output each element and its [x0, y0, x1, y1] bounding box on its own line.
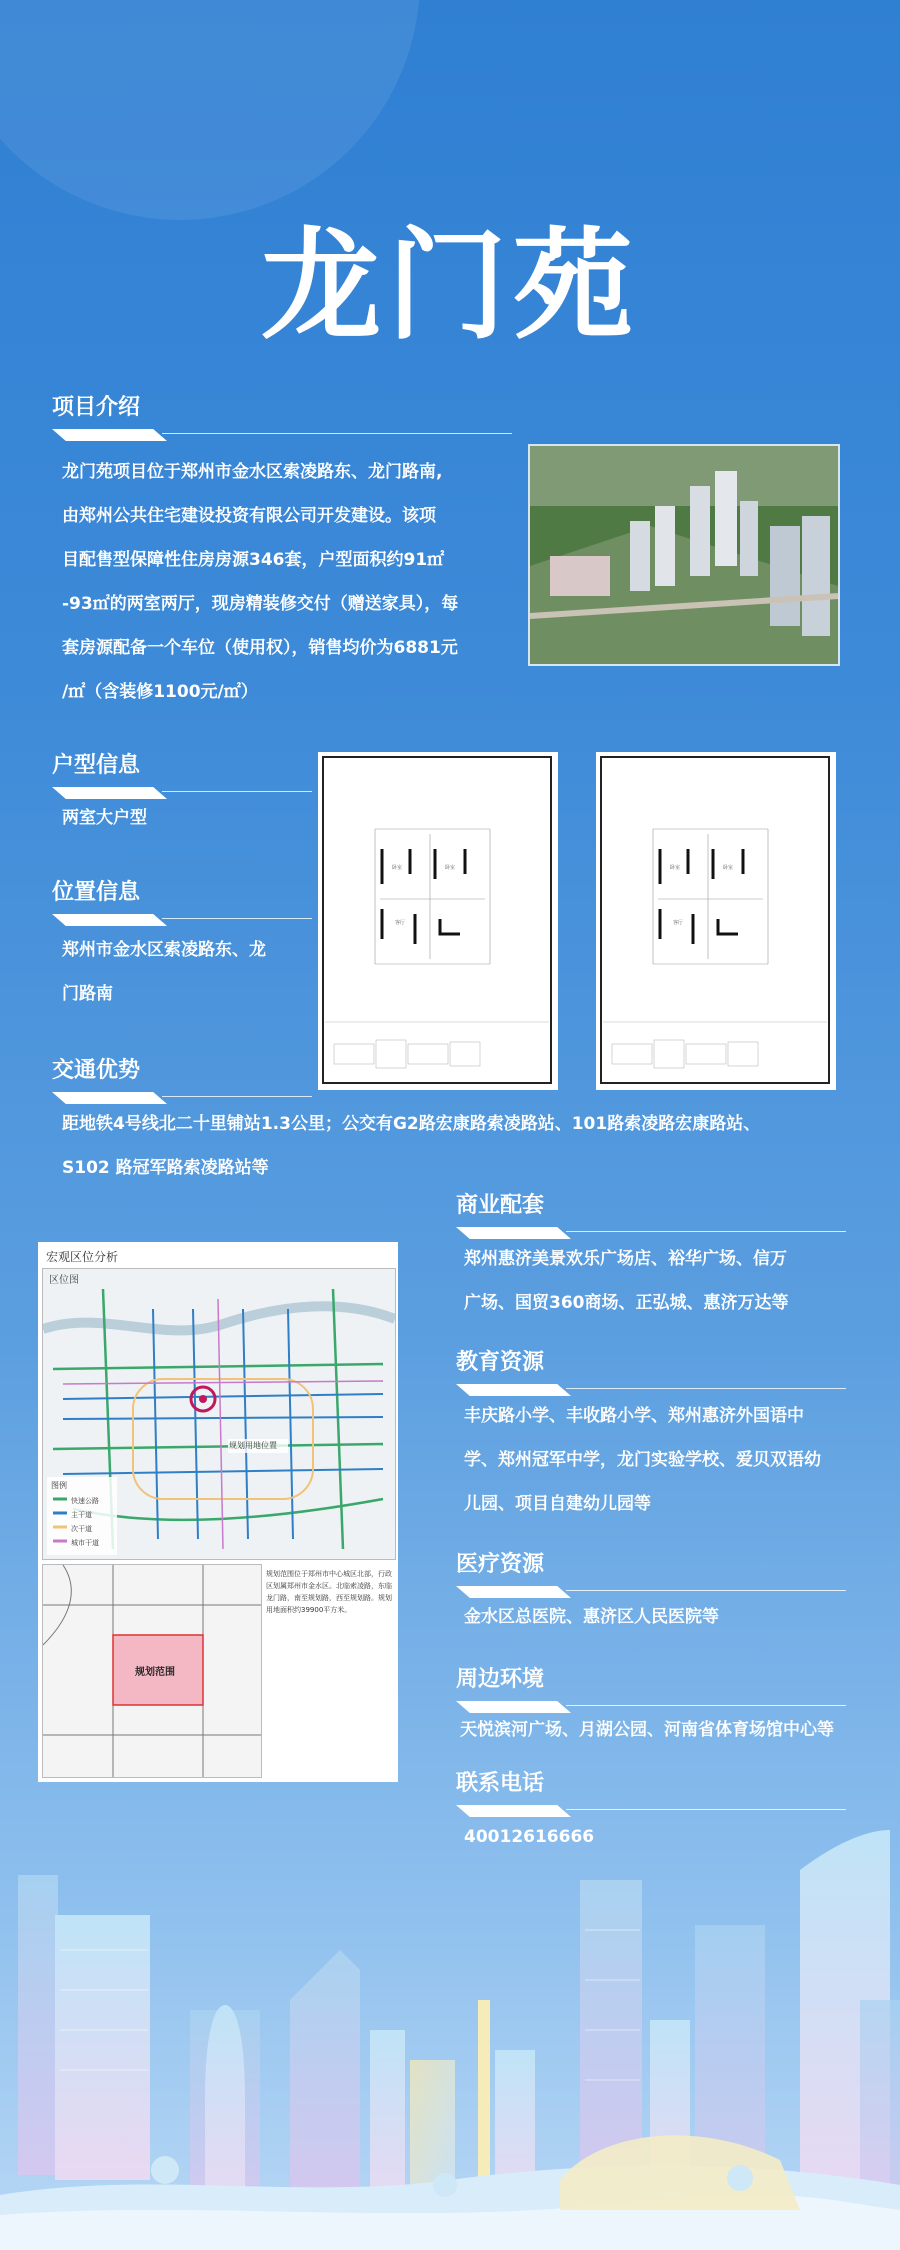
transport-line: S102 路冠军路索凌路站等 — [62, 1158, 269, 1178]
education-line: 丰庆路小学、丰收路小学、郑州惠济外国语中 — [464, 1406, 804, 1426]
education-line: 学、郑州冠军中学，龙门实验学校、爱贝双语幼 — [464, 1450, 821, 1470]
legend-list — [71, 1494, 99, 1550]
education-line: 儿园、项目自建幼儿园等 — [464, 1494, 651, 1514]
svg-text:卧室: 卧室 — [445, 865, 456, 871]
heading-line — [162, 791, 312, 792]
unit-text: 两室大户型 — [62, 808, 147, 828]
legend-item: 次干道 — [71, 1525, 92, 1533]
commerce-text — [464, 1237, 884, 1325]
map-subtitle: 区位图 — [49, 1275, 79, 1286]
section-medical-heading — [456, 1547, 571, 1598]
transport-line: 距地铁4号线北二十里铺站1.3公里；公交有G2路宏康路索凌路站、101路索凌路宏康路站、 — [62, 1114, 761, 1134]
site-detail-map — [42, 1564, 262, 1778]
intro-line: 目配售型保障性住房房源346套，户型面积约91㎡ — [62, 550, 445, 570]
section-transport-heading — [52, 1053, 167, 1104]
heading-text: 交通优势 — [52, 1058, 141, 1083]
legend-item: 快速公路 — [71, 1497, 99, 1505]
heading-line — [162, 433, 512, 434]
floor-plan-image — [318, 752, 558, 1090]
legend-title: 图例 — [51, 1481, 67, 1490]
surroundings-text: 天悦滨河广场、月湖公园、河南省体育场馆中心等 — [460, 1720, 834, 1740]
heading-text: 项目介绍 — [52, 395, 141, 420]
location-text — [62, 928, 322, 1016]
section-surroundings-heading — [456, 1662, 571, 1713]
heading-line — [566, 1590, 846, 1591]
svg-text:卧室: 卧室 — [723, 865, 734, 871]
contact-phone: 40012616666 — [464, 1827, 595, 1847]
heading-bar — [52, 914, 167, 926]
heading-text: 位置信息 — [52, 880, 141, 905]
page-title: 龙门苑 — [261, 217, 639, 356]
heading-line — [162, 1096, 312, 1097]
location-line: 郑州市金水区索凌路东、龙 — [62, 940, 266, 960]
section-intro-heading — [52, 390, 167, 441]
section-unit-heading — [52, 748, 167, 799]
intro-line: 龙门苑项目位于郑州市金水区索凌路东、龙门路南, — [62, 462, 443, 482]
heading-text: 户型信息 — [52, 753, 141, 778]
legend-item: 主干道 — [71, 1511, 92, 1519]
heading-bar — [52, 429, 167, 441]
heading-text: 周边环境 — [456, 1667, 545, 1692]
decor-bubble — [0, 0, 420, 220]
heading-text: 商业配套 — [456, 1193, 545, 1218]
intro-text — [62, 450, 522, 714]
map-title: 宏观区位分析 — [46, 1250, 119, 1264]
section-education-heading — [456, 1345, 571, 1396]
map-note: 规划范围位于郑州市中心城区北部，行政区划属郑州市金水区。北临索凌路，东临龙门路，南至规划路，西至规划路。规划用地面积约39900平方米。 — [266, 1570, 392, 1614]
legend-item: 城市干道 — [71, 1539, 99, 1547]
project-rendering-image — [528, 444, 840, 666]
svg-text:卧室: 卧室 — [670, 865, 681, 871]
intro-line: -93㎡的两室两厅，现房精装修交付（赠送家具），每 — [62, 594, 459, 614]
svg-text:客厅: 客厅 — [395, 920, 406, 926]
location-map-image — [38, 1242, 398, 1782]
heading-line — [566, 1388, 846, 1389]
heading-text: 医疗资源 — [456, 1552, 545, 1577]
svg-text:客厅: 客厅 — [673, 920, 684, 926]
map-marker-label: 规划用地位置 — [229, 1441, 277, 1450]
heading-line — [162, 918, 312, 919]
education-text — [464, 1394, 884, 1526]
section-location-heading — [52, 875, 167, 926]
heading-line — [566, 1231, 846, 1232]
transport-text — [62, 1102, 862, 1190]
heading-line — [566, 1705, 846, 1706]
intro-line: 由郑州公共住宅建设投资有限公司开发建设。该项 — [62, 506, 436, 526]
heading-text: 教育资源 — [456, 1350, 545, 1375]
heading-text: 联系电话 — [456, 1771, 545, 1796]
medical-text: 金水区总医院、惠济区人民医院等 — [464, 1607, 719, 1627]
region-map — [42, 1268, 396, 1560]
location-line: 门路南 — [62, 984, 113, 1004]
floor-plan-image — [596, 752, 836, 1090]
site-label: 规划范围 — [135, 1667, 175, 1678]
city-skyline-illustration — [0, 1800, 900, 2250]
section-commerce-heading — [456, 1188, 571, 1239]
svg-text:卧室: 卧室 — [392, 865, 403, 871]
intro-line: /㎡（含装修1100元/㎡） — [62, 682, 258, 702]
intro-line: 套房源配备一个车位（使用权），销售均价为6881元 — [62, 638, 458, 658]
commerce-line: 郑州惠济美景欢乐广场店、裕华广场、信万 — [464, 1249, 787, 1269]
commerce-line: 广场、国贸360商场、正弘城、惠济万达等 — [464, 1293, 789, 1313]
